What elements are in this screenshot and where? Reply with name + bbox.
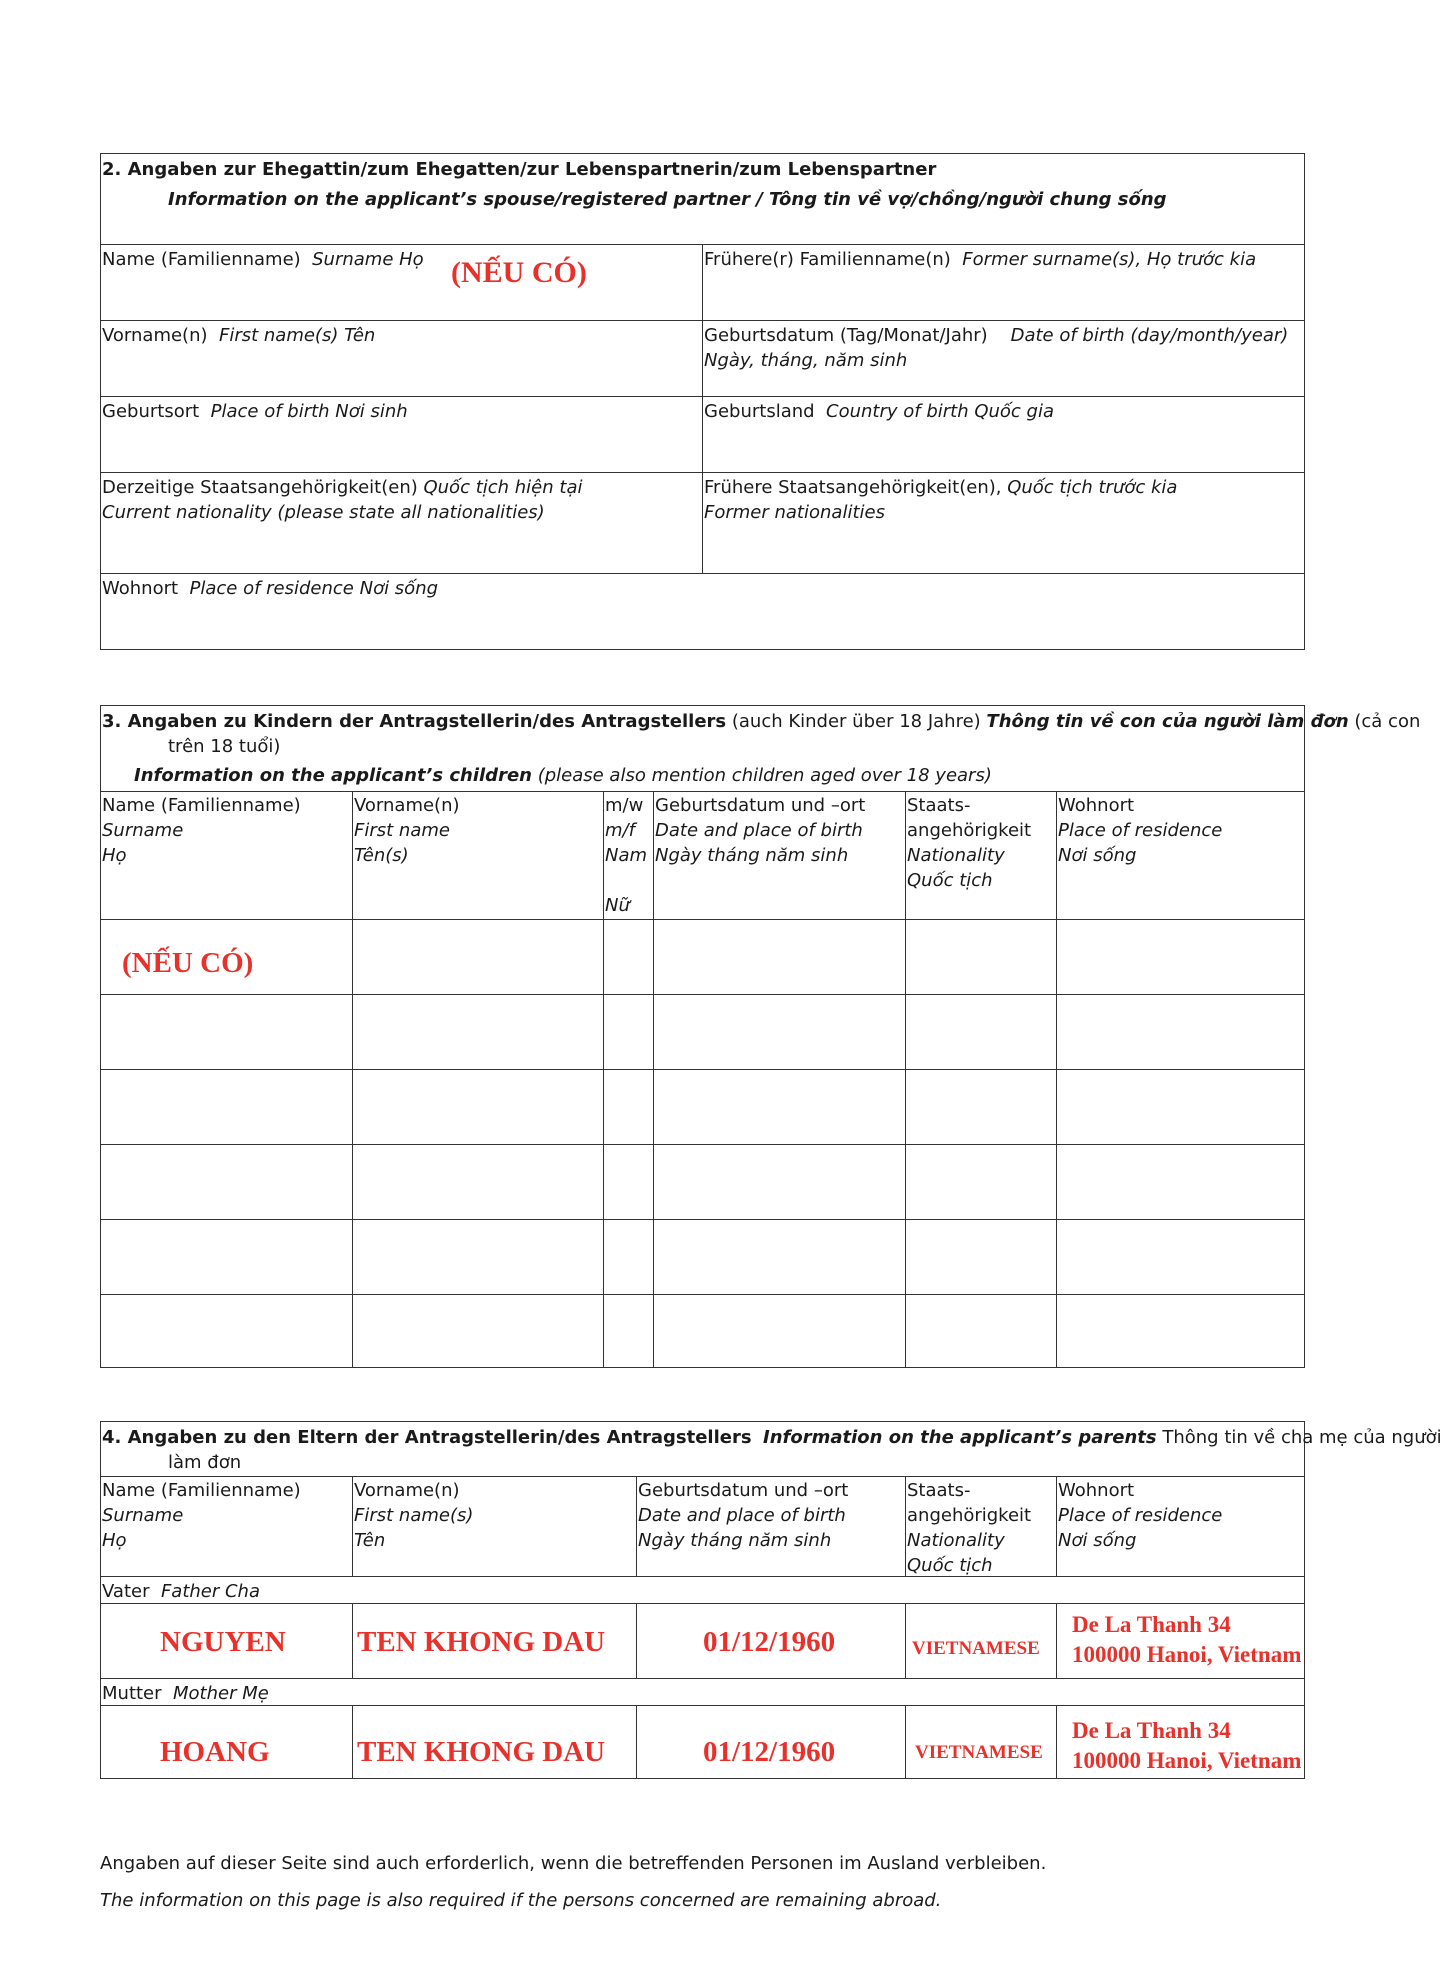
current-nationality-label: Derzeitige Staatsangehörigkeit(en) Quốc tịch hiện tại — [102, 477, 583, 498]
if-applicable-note: (NẾU CÓ) — [451, 256, 587, 289]
footer-note-en: The information on this page is also required if the persons concerned are remaining abroad. — [100, 1890, 942, 1911]
date-of-birth-label: Geburtsdatum (Tag/Monat/Jahr) Date of birth (day/month/year) — [704, 325, 1289, 346]
former-nationality-label-en: Former nationalities — [704, 502, 885, 523]
section3-title: 3. Angaben zu Kindern der Antragstellerin/des Antragstellers (auch Kinder über 18 Jahre) Thông tin về con của người làm đơn (cả con — [102, 711, 1421, 732]
children-if-applicable-note: (NẾU CÓ) — [122, 947, 254, 979]
father-first-name[interactable]: TEN KHONG DAU — [357, 1626, 606, 1658]
current-nationality-label-en: Current nationality (please state all nationalities) — [102, 502, 545, 523]
spouse-residence-field[interactable] — [102, 600, 1302, 648]
spouse-first-name-field[interactable] — [102, 346, 700, 394]
father-surname[interactable]: NGUYEN — [160, 1626, 286, 1658]
spouse-place-of-birth-field[interactable] — [102, 422, 700, 470]
mother-label: Mutter Mother Mẹ — [102, 1683, 269, 1704]
child-row[interactable] — [100, 994, 1305, 1069]
former-nationality-label: Frühere Staatsangehörigkeit(en), Quốc tịch trước kia — [704, 477, 1178, 498]
residence-label: Wohnort Place of residence Nơi sống — [102, 578, 439, 599]
section3-subtitle: Information on the applicant’s children (please also mention children aged over 18 years) — [134, 765, 992, 786]
first-name-label: Vorname(n) First name(s) Tên — [102, 325, 376, 346]
section4-title: 4. Angaben zu den Eltern der Antragstellerin/des Antragstellers Information on the applicant’s parents Thông tin về cha mẹ của người — [102, 1427, 1442, 1448]
child-row[interactable] — [100, 1069, 1305, 1144]
former-surname-label: Frühere(r) Familienname(n) Former surname(s), Họ trước kia — [704, 249, 1257, 270]
section2-subtitle: Information on the applicant’s spouse/registered partner / Tông tin về vợ/chồng/người chung sống — [168, 189, 1167, 210]
child-row[interactable] — [100, 1294, 1305, 1368]
spouse-country-of-birth-field[interactable] — [704, 422, 1302, 470]
mother-date-of-birth[interactable]: 01/12/1960 — [703, 1736, 836, 1768]
father-address-line1[interactable]: De La Thanh 34 — [1072, 1612, 1231, 1637]
father-date-of-birth[interactable]: 01/12/1960 — [703, 1626, 836, 1658]
footer-note-de: Angaben auf dieser Seite sind auch erforderlich, wenn die betreffenden Personen im Ausland verbleiben. — [100, 1853, 1047, 1874]
mother-address-line1[interactable]: De La Thanh 34 — [1072, 1718, 1231, 1743]
mother-nationality[interactable]: VIETNAMESE — [915, 1742, 1043, 1763]
place-of-birth-label: Geburtsort Place of birth Nơi sinh — [102, 401, 408, 422]
father-address-line2[interactable]: 100000 Hanoi, Vietnam — [1072, 1642, 1302, 1667]
spouse-former-surname-field[interactable] — [704, 270, 1302, 318]
child-row[interactable] — [100, 1144, 1305, 1219]
spouse-surname-field[interactable] — [102, 270, 700, 318]
mother-first-name[interactable]: TEN KHONG DAU — [357, 1736, 606, 1768]
surname-label: Name (Familienname) Surname Họ — [102, 249, 424, 270]
country-of-birth-label: Geburtsland Country of birth Quốc gia — [704, 401, 1054, 422]
father-label: Vater Father Cha — [102, 1581, 260, 1602]
child-row[interactable] — [100, 1219, 1305, 1294]
spouse-current-nationality-field[interactable] — [102, 526, 700, 571]
child-row[interactable] — [100, 919, 1305, 994]
spouse-date-of-birth-field[interactable] — [704, 372, 1302, 394]
section4-title-cont: làm đơn — [168, 1452, 242, 1473]
mother-surname[interactable]: HOANG — [160, 1736, 270, 1768]
section3-title-cont: trên 18 tuổi) — [168, 736, 281, 757]
date-of-birth-label-vi: Ngày, tháng, năm sinh — [704, 350, 908, 371]
mother-address-line2[interactable]: 100000 Hanoi, Vietnam — [1072, 1748, 1302, 1773]
section2-title: 2. Angaben zur Ehegattin/zum Ehegatten/zur Lebenspartnerin/zum Lebenspartner — [102, 159, 937, 180]
spouse-former-nationality-field[interactable] — [704, 526, 1302, 571]
father-nationality[interactable]: VIETNAMESE — [912, 1638, 1040, 1659]
